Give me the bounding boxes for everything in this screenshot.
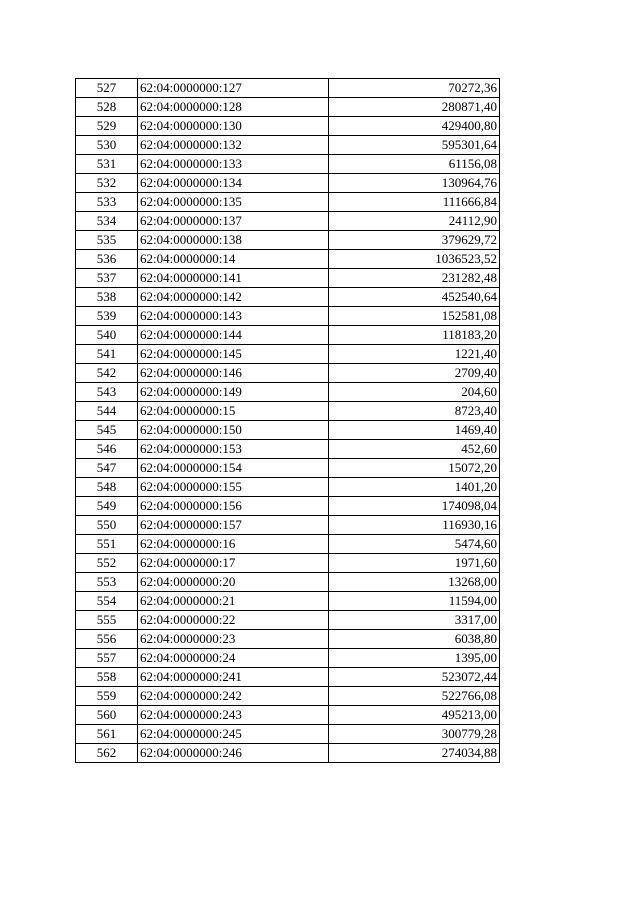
value-cell: 523072,44	[329, 668, 500, 687]
value-cell: 15072,20	[329, 459, 500, 478]
cadastral-number-cell: 62:04:0000000:154	[138, 459, 329, 478]
table-row	[76, 611, 500, 630]
table-row	[76, 478, 500, 497]
value-cell: 495213,00	[329, 706, 500, 725]
table-row	[76, 440, 500, 459]
cadastral-number-cell: 62:04:0000000:14	[138, 250, 329, 269]
row-number-cell: 546	[76, 440, 138, 459]
row-number-cell: 552	[76, 554, 138, 573]
value-cell: 452540,64	[329, 288, 500, 307]
row-number-cell: 555	[76, 611, 138, 630]
table-row	[76, 573, 500, 592]
value-cell: 1971,60	[329, 554, 500, 573]
row-number-cell: 541	[76, 345, 138, 364]
row-number-cell: 560	[76, 706, 138, 725]
value-cell: 1469,40	[329, 421, 500, 440]
value-cell: 231282,48	[329, 269, 500, 288]
cadastral-number-cell: 62:04:0000000:21	[138, 592, 329, 611]
row-number-cell: 553	[76, 573, 138, 592]
row-number-cell: 531	[76, 155, 138, 174]
table-row	[76, 345, 500, 364]
cadastral-number-cell: 62:04:0000000:23	[138, 630, 329, 649]
table-row	[76, 155, 500, 174]
table-row	[76, 212, 500, 231]
row-number-cell: 533	[76, 193, 138, 212]
cadastral-number-cell: 62:04:0000000:17	[138, 554, 329, 573]
row-number-cell: 545	[76, 421, 138, 440]
row-number-cell: 540	[76, 326, 138, 345]
cadastral-number-cell: 62:04:0000000:153	[138, 440, 329, 459]
value-cell: 2709,40	[329, 364, 500, 383]
value-cell: 6038,80	[329, 630, 500, 649]
value-cell: 1036523,52	[329, 250, 500, 269]
value-cell: 130964,76	[329, 174, 500, 193]
cadastral-number-cell: 62:04:0000000:146	[138, 364, 329, 383]
table-row	[76, 535, 500, 554]
row-number-cell: 550	[76, 516, 138, 535]
value-cell: 274034,88	[329, 744, 500, 763]
value-cell: 429400,80	[329, 117, 500, 136]
table-row	[76, 725, 500, 744]
table-row	[76, 421, 500, 440]
value-cell: 152581,08	[329, 307, 500, 326]
value-cell: 13268,00	[329, 573, 500, 592]
table-row	[76, 231, 500, 250]
value-cell: 5474,60	[329, 535, 500, 554]
row-number-cell: 547	[76, 459, 138, 478]
table-row	[76, 364, 500, 383]
value-cell: 204,60	[329, 383, 500, 402]
value-cell: 8723,40	[329, 402, 500, 421]
cadastral-number-cell: 62:04:0000000:135	[138, 193, 329, 212]
cadastral-number-cell: 62:04:0000000:127	[138, 79, 329, 98]
row-number-cell: 554	[76, 592, 138, 611]
cadastral-number-cell: 62:04:0000000:246	[138, 744, 329, 763]
cadastral-number-cell: 62:04:0000000:145	[138, 345, 329, 364]
table-row	[76, 383, 500, 402]
table-row	[76, 459, 500, 478]
value-cell: 116930,16	[329, 516, 500, 535]
table-row	[76, 193, 500, 212]
cadastral-number-cell: 62:04:0000000:128	[138, 98, 329, 117]
cadastral-number-cell: 62:04:0000000:138	[138, 231, 329, 250]
table-row	[76, 497, 500, 516]
value-cell: 70272,36	[329, 79, 500, 98]
row-number-cell: 534	[76, 212, 138, 231]
table-row	[76, 98, 500, 117]
table-row	[76, 136, 500, 155]
cadastral-number-cell: 62:04:0000000:142	[138, 288, 329, 307]
cadastral-number-cell: 62:04:0000000:149	[138, 383, 329, 402]
cadastral-number-cell: 62:04:0000000:133	[138, 155, 329, 174]
table-row	[76, 250, 500, 269]
row-number-cell: 527	[76, 79, 138, 98]
value-cell: 300779,28	[329, 725, 500, 744]
row-number-cell: 536	[76, 250, 138, 269]
row-number-cell: 548	[76, 478, 138, 497]
cadastral-number-cell: 62:04:0000000:155	[138, 478, 329, 497]
cadastral-number-cell: 62:04:0000000:15	[138, 402, 329, 421]
table-row	[76, 554, 500, 573]
table-row	[76, 402, 500, 421]
cadastral-number-cell: 62:04:0000000:243	[138, 706, 329, 725]
row-number-cell: 562	[76, 744, 138, 763]
cadastral-number-cell: 62:04:0000000:157	[138, 516, 329, 535]
cadastral-number-cell: 62:04:0000000:16	[138, 535, 329, 554]
table-row	[76, 326, 500, 345]
value-cell: 111666,84	[329, 193, 500, 212]
table-row	[76, 668, 500, 687]
row-number-cell: 528	[76, 98, 138, 117]
value-cell: 522766,08	[329, 687, 500, 706]
cadastral-number-cell: 62:04:0000000:245	[138, 725, 329, 744]
cadastral-number-cell: 62:04:0000000:130	[138, 117, 329, 136]
value-cell: 11594,00	[329, 592, 500, 611]
table-row	[76, 516, 500, 535]
value-cell: 1395,00	[329, 649, 500, 668]
row-number-cell: 530	[76, 136, 138, 155]
table-row	[76, 706, 500, 725]
cadastral-number-cell: 62:04:0000000:241	[138, 668, 329, 687]
cadastral-number-cell: 62:04:0000000:24	[138, 649, 329, 668]
cadastral-number-cell: 62:04:0000000:150	[138, 421, 329, 440]
row-number-cell: 529	[76, 117, 138, 136]
value-cell: 379629,72	[329, 231, 500, 250]
value-cell: 595301,64	[329, 136, 500, 155]
cadastral-number-cell: 62:04:0000000:134	[138, 174, 329, 193]
table-row	[76, 288, 500, 307]
table-body	[76, 79, 500, 763]
value-cell: 3317,00	[329, 611, 500, 630]
cadastral-number-cell: 62:04:0000000:22	[138, 611, 329, 630]
cadastral-number-cell: 62:04:0000000:141	[138, 269, 329, 288]
row-number-cell: 542	[76, 364, 138, 383]
cadastral-value-table	[75, 78, 500, 763]
value-cell: 1401,20	[329, 478, 500, 497]
row-number-cell: 543	[76, 383, 138, 402]
table-row	[76, 174, 500, 193]
table-row	[76, 592, 500, 611]
row-number-cell: 544	[76, 402, 138, 421]
table-row	[76, 649, 500, 668]
row-number-cell: 559	[76, 687, 138, 706]
cadastral-number-cell: 62:04:0000000:242	[138, 687, 329, 706]
row-number-cell: 535	[76, 231, 138, 250]
row-number-cell: 532	[76, 174, 138, 193]
cadastral-number-cell: 62:04:0000000:20	[138, 573, 329, 592]
value-cell: 280871,40	[329, 98, 500, 117]
value-cell: 174098,04	[329, 497, 500, 516]
row-number-cell: 549	[76, 497, 138, 516]
row-number-cell: 558	[76, 668, 138, 687]
table-row	[76, 79, 500, 98]
value-cell: 1221,40	[329, 345, 500, 364]
row-number-cell: 539	[76, 307, 138, 326]
value-cell: 24112,90	[329, 212, 500, 231]
row-number-cell: 551	[76, 535, 138, 554]
value-cell: 61156,08	[329, 155, 500, 174]
table-row	[76, 117, 500, 136]
row-number-cell: 537	[76, 269, 138, 288]
cadastral-number-cell: 62:04:0000000:156	[138, 497, 329, 516]
table-row	[76, 744, 500, 763]
cadastral-number-cell: 62:04:0000000:132	[138, 136, 329, 155]
row-number-cell: 538	[76, 288, 138, 307]
value-cell: 118183,20	[329, 326, 500, 345]
cadastral-number-cell: 62:04:0000000:137	[138, 212, 329, 231]
table-row	[76, 687, 500, 706]
cadastral-number-cell: 62:04:0000000:143	[138, 307, 329, 326]
table-row	[76, 630, 500, 649]
table-row	[76, 269, 500, 288]
value-cell: 452,60	[329, 440, 500, 459]
table-row	[76, 307, 500, 326]
row-number-cell: 557	[76, 649, 138, 668]
row-number-cell: 561	[76, 725, 138, 744]
cadastral-number-cell: 62:04:0000000:144	[138, 326, 329, 345]
row-number-cell: 556	[76, 630, 138, 649]
